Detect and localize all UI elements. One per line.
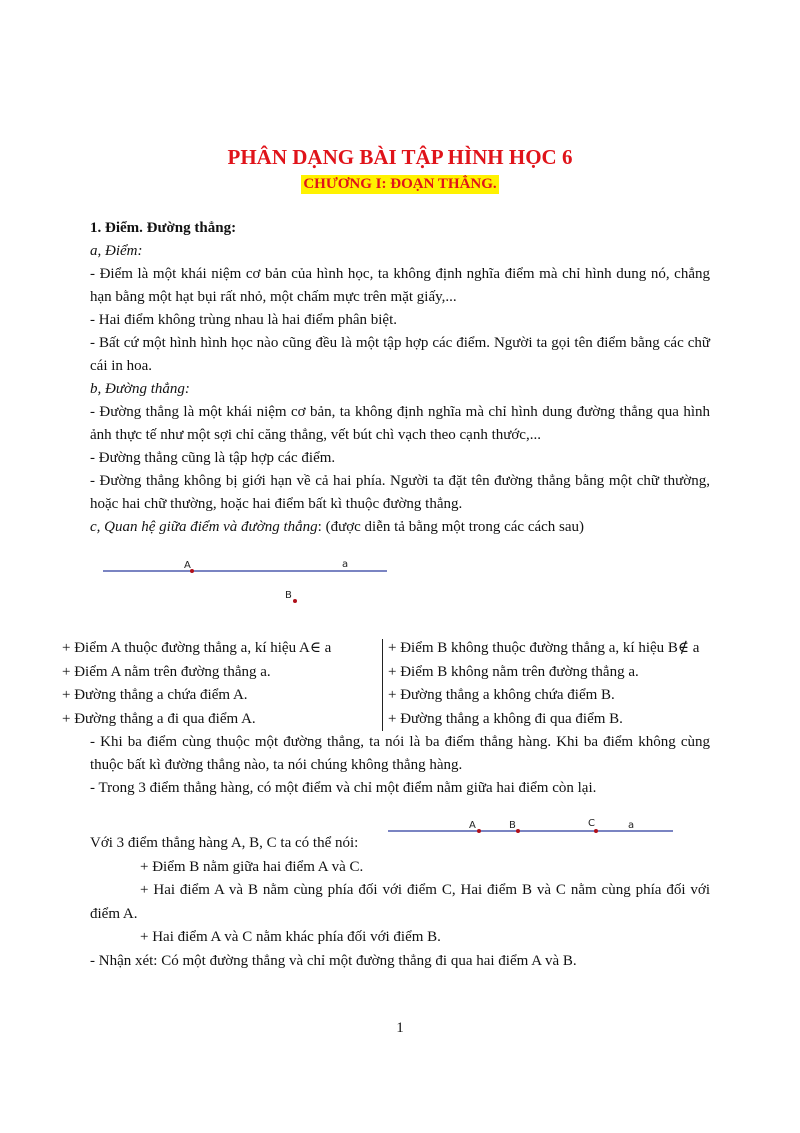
example-intro: Với 3 điểm thẳng hàng A, B, C ta có thể nói: <box>90 835 359 851</box>
point-b-label: B <box>285 590 292 601</box>
remark: - Nhận xét: Có một đường thẳng và chỉ một đường thẳng đi qua hai điểm A và B. <box>90 952 577 969</box>
point-a-label: A <box>469 820 476 831</box>
relation-item: + Đường thẳng a đi qua điểm A. <box>62 710 256 727</box>
paragraph: - Bất cứ một hình hình học nào cũng đều là một tập hợp các điểm. Người ta gọi tên điểm bằng các chữ cái in hoa. <box>90 335 710 374</box>
chapter-subtitle: CHƯƠNG I: ĐOẠN THẲNG. <box>303 176 497 192</box>
page-number: 1 <box>396 1020 404 1036</box>
relation-column-not-belongs <box>388 637 742 731</box>
point-a-label: A <box>184 560 191 571</box>
point-c-label: C <box>588 818 595 829</box>
relation-column-belongs <box>62 637 378 731</box>
paragraph: - Hai điểm không trùng nhau là hai điểm phân biệt. <box>90 312 398 328</box>
example-item: + Điểm B nằm giữa hai điểm A và C. <box>140 858 364 875</box>
column-divider <box>382 639 383 731</box>
subsection-b-label: b, Đường thẳng: <box>90 381 190 397</box>
relation-item: + Điểm B không nằm trên đường thẳng a. <box>388 663 639 680</box>
line-a-label: a <box>628 820 635 831</box>
subsection-a-label: a, Điểm: <box>90 243 143 259</box>
relation-item: + Đường thẳng a không đi qua điểm B. <box>388 710 623 727</box>
point-b-dot <box>293 599 297 603</box>
subsection-c-suffix: : (được diễn tả bằng một trong các cách sau) <box>317 519 585 535</box>
point-line-diagram <box>95 555 395 610</box>
page-title: PHÂN DẠNG BÀI TẬP HÌNH HỌC 6 <box>227 145 573 169</box>
line-a-label: a <box>342 559 349 570</box>
example-item: + Hai điểm A và B nằm cùng phía đối với điểm C, Hai điểm B và C nằm cùng phía đối với điểm A. <box>90 882 710 922</box>
example-item: + Hai điểm A và C nằm khác phía đối với điểm B. <box>140 929 441 945</box>
relation-item: + Điểm A thuộc đường thẳng a, kí hiệu A∈ a <box>62 640 332 656</box>
relation-item: + Điểm A nằm trên đường thẳng a. <box>62 663 271 680</box>
point-b-label: B <box>509 820 516 831</box>
relation-item: + Điểm B không thuộc đường thẳng a, kí hiệu B∉ a <box>388 640 700 656</box>
paragraph: - Đường thẳng là một khái niệm cơ bản, ta không định nghĩa mà chỉ hình dung đường thẳng qua hình ảnh thực tế như một sợi chỉ căng thẳng, vết bút chì vạch theo cạnh thước,... <box>90 404 710 443</box>
relation-item: + Đường thẳng a không chứa điểm B. <box>388 687 615 703</box>
paragraph: - Đường thẳng cũng là tập hợp các điểm. <box>90 450 336 466</box>
paragraph: - Trong 3 điểm thẳng hàng, có một điểm và chỉ một điểm nằm giữa hai điểm còn lại. <box>90 780 597 796</box>
section-heading: 1. Điểm. Đường thẳng: <box>90 220 237 236</box>
paragraph: - Điểm là một khái niệm cơ bản của hình học, ta không định nghĩa điểm mà chỉ hình dung nó, chẳng hạn bằng một hạt bụi rất nhỏ, một chấm mực trên mặt giấy,... <box>90 266 710 305</box>
subsection-c-label: c, Quan hệ giữa điểm và đường thẳng <box>90 519 318 535</box>
example-section <box>90 832 710 973</box>
collinear-section <box>90 731 710 800</box>
paragraph: - Đường thẳng không bị giới hạn về cả hai phía. Người ta đặt tên đường thẳng bằng một chữ thường, hoặc hai chữ thường, hoặc hai điểm bất kì thuộc đường thẳng. <box>90 473 710 512</box>
section-1 <box>90 217 710 539</box>
subtitle-wrap <box>0 175 800 194</box>
subsection-c-line <box>90 516 710 539</box>
relation-item: + Đường thẳng a chứa điểm A. <box>62 687 248 703</box>
paragraph: - Khi ba điểm cùng thuộc một đường thẳng, ta nói là ba điểm thẳng hàng. Khi ba điểm không cùng thuộc bất kì đường thẳng nào, ta nói chúng không thẳng hàng. <box>90 734 710 773</box>
